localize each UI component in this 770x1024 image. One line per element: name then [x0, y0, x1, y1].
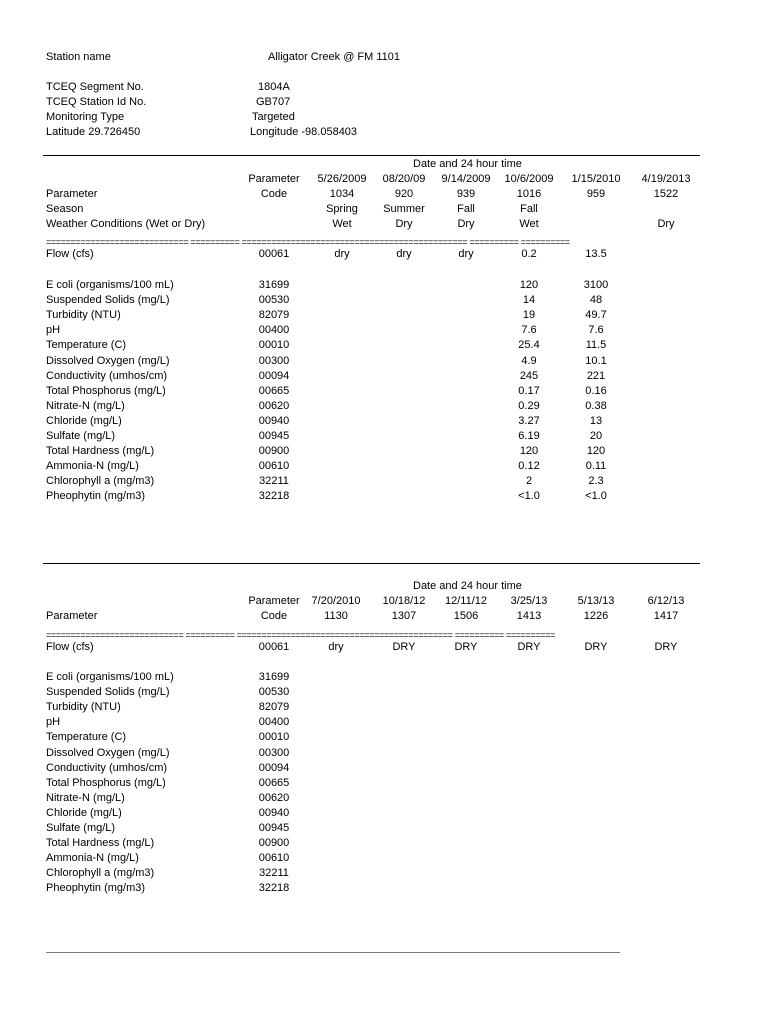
- row-value: 0.11: [585, 460, 607, 473]
- sample-season: Summer: [383, 203, 425, 215]
- row-param-code: 82079: [258, 309, 290, 322]
- row-value: 11.5: [585, 339, 607, 352]
- flow-label: Flow (cfs): [46, 248, 94, 260]
- sample-date: 1/15/2010: [571, 173, 621, 185]
- row-value: 120: [519, 279, 539, 291]
- param-code-header: Code: [260, 188, 288, 200]
- sample-date: 4/19/2013: [641, 173, 691, 185]
- row-value: 2.3: [588, 475, 604, 488]
- flow-code: 00061: [258, 641, 290, 653]
- row-param-code: 00300: [258, 746, 290, 759]
- row-param-code: 00940: [258, 806, 290, 819]
- row-param-code: 31699: [258, 279, 290, 291]
- sample-time: 1417: [653, 610, 679, 622]
- row-param-code: 00094: [258, 369, 290, 382]
- sample-time: 920: [394, 188, 414, 200]
- row-param-name: Temperature (C): [46, 731, 127, 744]
- flow-value: dry: [396, 248, 412, 260]
- row-param-name: Total Phosphorus (mg/L): [46, 776, 166, 789]
- row-value: 245: [519, 369, 539, 382]
- latitude: Latitude 29.726450: [46, 126, 141, 138]
- sample-date: 6/12/13: [647, 595, 685, 607]
- table1-top-rule: [43, 155, 700, 156]
- row-value: 14: [522, 294, 536, 307]
- row-param-name: E coli (organisms/100 mL): [46, 279, 174, 291]
- separator-line: ============================ ========== ============================================ ========== ==========: [46, 630, 556, 640]
- flow-value: dry: [458, 248, 474, 260]
- sample-season: Fall: [520, 203, 538, 215]
- row-param-name: Chloride (mg/L): [46, 806, 122, 819]
- row-value: 13: [589, 414, 603, 427]
- flow-value: DRY: [584, 641, 608, 653]
- row-value: 2: [525, 475, 533, 488]
- row-value: 49.7: [585, 309, 607, 322]
- sample-date: 3/25/13: [510, 595, 548, 607]
- row-param-code: 00900: [258, 837, 290, 850]
- row-value: 0.16: [585, 384, 607, 397]
- row-param-code: 00665: [258, 776, 290, 789]
- flow-value: DRY: [517, 641, 541, 653]
- row-value: 25.4: [518, 339, 540, 352]
- row-label: Season: [46, 203, 84, 215]
- longitude: Longitude -98.058403: [250, 126, 358, 138]
- row-param-code: 00530: [258, 686, 290, 699]
- table2-date-header: Date and 24 hour time: [413, 580, 522, 592]
- row-value: 221: [586, 369, 606, 382]
- row-param-code: 00610: [258, 852, 290, 865]
- row-value: 20: [589, 430, 603, 442]
- row-param-name: E coli (organisms/100 mL): [46, 671, 174, 683]
- row-param-name: Pheophytin (mg/m3): [46, 882, 146, 895]
- row-label: Parameter: [46, 610, 98, 622]
- sample-time: 1016: [516, 188, 542, 200]
- sample-date: 08/20/09: [382, 173, 426, 185]
- row-param-name: Total Hardness (mg/L): [46, 445, 155, 458]
- row-value: 0.38: [585, 399, 607, 412]
- row-param-name: Chloride (mg/L): [46, 414, 122, 427]
- station-name-label: Station name: [46, 51, 111, 63]
- row-param-code: 00620: [258, 791, 290, 804]
- footer-rule: [46, 952, 620, 953]
- row-param-code: 00940: [258, 414, 290, 427]
- monitoring-type-label: Monitoring Type: [46, 111, 125, 123]
- row-param-name: Total Hardness (mg/L): [46, 837, 155, 850]
- row-param-code: 00530: [258, 294, 290, 307]
- row-param-code: 82079: [258, 701, 290, 714]
- row-param-code: 00010: [258, 339, 290, 352]
- station-id-label: TCEQ Station Id No.: [46, 96, 147, 108]
- row-param-name: Chlorophyll a (mg/m3): [46, 867, 155, 880]
- row-param-name: Nitrate-N (mg/L): [46, 399, 125, 412]
- row-param-name: Ammonia-N (mg/L): [46, 852, 139, 865]
- sample-weather: Dry: [457, 218, 475, 230]
- param-code-header: Parameter: [248, 173, 300, 185]
- row-param-name: Ammonia-N (mg/L): [46, 460, 139, 473]
- row-param-code: 31699: [258, 671, 290, 683]
- row-param-code: 32211: [259, 475, 289, 488]
- sample-season: Spring: [326, 203, 358, 215]
- sample-time: 959: [586, 188, 606, 200]
- row-param-name: Dissolved Oxygen (mg/L): [46, 746, 170, 759]
- row-value: 3100: [583, 279, 609, 291]
- sample-time: 1522: [653, 188, 679, 200]
- row-value: 10.1: [585, 354, 607, 367]
- separator-line: ============================= ========== ============================================== ========== ==========: [46, 237, 570, 247]
- flow-label: Flow (cfs): [46, 641, 94, 653]
- row-value: 120: [586, 445, 606, 458]
- row-value: 120: [519, 445, 539, 458]
- row-value: 19: [522, 309, 536, 322]
- sample-time: 1307: [391, 610, 417, 622]
- row-value: 6.19: [518, 430, 540, 442]
- row-value: 7.6: [588, 324, 604, 337]
- row-value: 3.27: [518, 414, 540, 427]
- row-value: 0.12: [518, 460, 540, 473]
- monitoring-type-value: Targeted: [252, 111, 295, 123]
- row-param-name: Pheophytin (mg/m3): [46, 490, 146, 503]
- flow-code: 00061: [258, 248, 290, 260]
- row-param-name: Suspended Solids (mg/L): [46, 294, 170, 307]
- row-param-name: Dissolved Oxygen (mg/L): [46, 354, 170, 367]
- sample-time: 939: [456, 188, 476, 200]
- segment-value: 1804A: [258, 81, 290, 93]
- sample-time: 1413: [516, 610, 542, 622]
- flow-value: dry: [328, 641, 344, 653]
- row-param-name: Sulfate (mg/L): [46, 430, 116, 442]
- flow-value: DRY: [392, 641, 416, 653]
- row-param-code: 00010: [258, 731, 290, 744]
- row-param-code: 32218: [258, 490, 290, 503]
- table2-top-rule: [43, 563, 700, 564]
- sample-date: 5/13/13: [577, 595, 615, 607]
- flow-value: dry: [334, 248, 350, 260]
- sample-weather: Dry: [657, 218, 675, 230]
- param-code-header: Code: [260, 610, 288, 622]
- param-code-header: Parameter: [248, 595, 300, 607]
- row-param-code: 00665: [258, 384, 290, 397]
- row-param-code: 32218: [258, 882, 290, 895]
- row-label: Parameter: [46, 188, 98, 200]
- sample-time: 1506: [453, 610, 479, 622]
- row-param-name: pH: [46, 324, 61, 337]
- row-value: 0.29: [518, 399, 540, 412]
- table1-date-header: Date and 24 hour time: [413, 158, 522, 170]
- row-param-name: Chlorophyll a (mg/m3): [46, 475, 155, 488]
- row-param-name: Temperature (C): [46, 339, 127, 352]
- row-value: 7.6: [521, 324, 537, 337]
- row-param-code: 00610: [258, 460, 290, 473]
- row-param-code: 00400: [258, 324, 290, 337]
- station-name-value: Alligator Creek @ FM 1101: [268, 51, 401, 63]
- row-param-name: Turbidity (NTU): [46, 309, 121, 322]
- sample-date: 5/26/2009: [317, 173, 367, 185]
- row-value: 48: [589, 294, 603, 307]
- row-param-code: 00900: [258, 445, 290, 458]
- row-param-name: pH: [46, 716, 61, 729]
- sample-date: 12/11/12: [444, 595, 487, 607]
- row-value: <1.0: [518, 490, 540, 503]
- flow-value: DRY: [454, 641, 478, 653]
- row-value: <1.0: [585, 490, 607, 503]
- sample-date: 9/14/2009: [441, 173, 491, 185]
- row-param-code: 32211: [259, 867, 289, 880]
- station-id-value: GB707: [256, 96, 291, 108]
- row-label: Weather Conditions (Wet or Dry): [46, 218, 206, 230]
- segment-label: TCEQ Segment No.: [46, 81, 144, 93]
- row-param-code: 00620: [258, 399, 290, 412]
- row-param-code: 00400: [258, 716, 290, 729]
- row-param-code: 00945: [258, 822, 290, 834]
- row-param-name: Conductivity (umhos/cm): [46, 761, 168, 774]
- sample-time: 1034: [329, 188, 355, 200]
- sample-weather: Wet: [332, 218, 352, 230]
- flow-value: DRY: [654, 641, 678, 653]
- row-param-name: Sulfate (mg/L): [46, 822, 116, 834]
- row-value: 0.17: [518, 384, 540, 397]
- row-value: 4.9: [521, 354, 537, 367]
- row-param-name: Total Phosphorus (mg/L): [46, 384, 166, 397]
- flow-value: 13.5: [585, 248, 607, 260]
- row-param-name: Suspended Solids (mg/L): [46, 686, 170, 699]
- row-param-name: Nitrate-N (mg/L): [46, 791, 125, 804]
- sample-season: Fall: [457, 203, 475, 215]
- row-param-name: Conductivity (umhos/cm): [46, 369, 168, 382]
- sample-time: 1130: [324, 610, 348, 622]
- row-param-name: Turbidity (NTU): [46, 701, 121, 714]
- sample-weather: Dry: [395, 218, 413, 230]
- flow-value: 0.2: [521, 248, 537, 260]
- sample-time: 1226: [583, 610, 609, 622]
- row-param-code: 00094: [258, 761, 290, 774]
- row-param-code: 00945: [258, 430, 290, 442]
- sample-date: 10/18/12: [382, 595, 426, 607]
- sample-date: 10/6/2009: [504, 173, 554, 185]
- sample-date: 7/20/2010: [311, 595, 361, 607]
- sample-weather: Wet: [519, 218, 539, 230]
- row-param-code: 00300: [258, 354, 290, 367]
